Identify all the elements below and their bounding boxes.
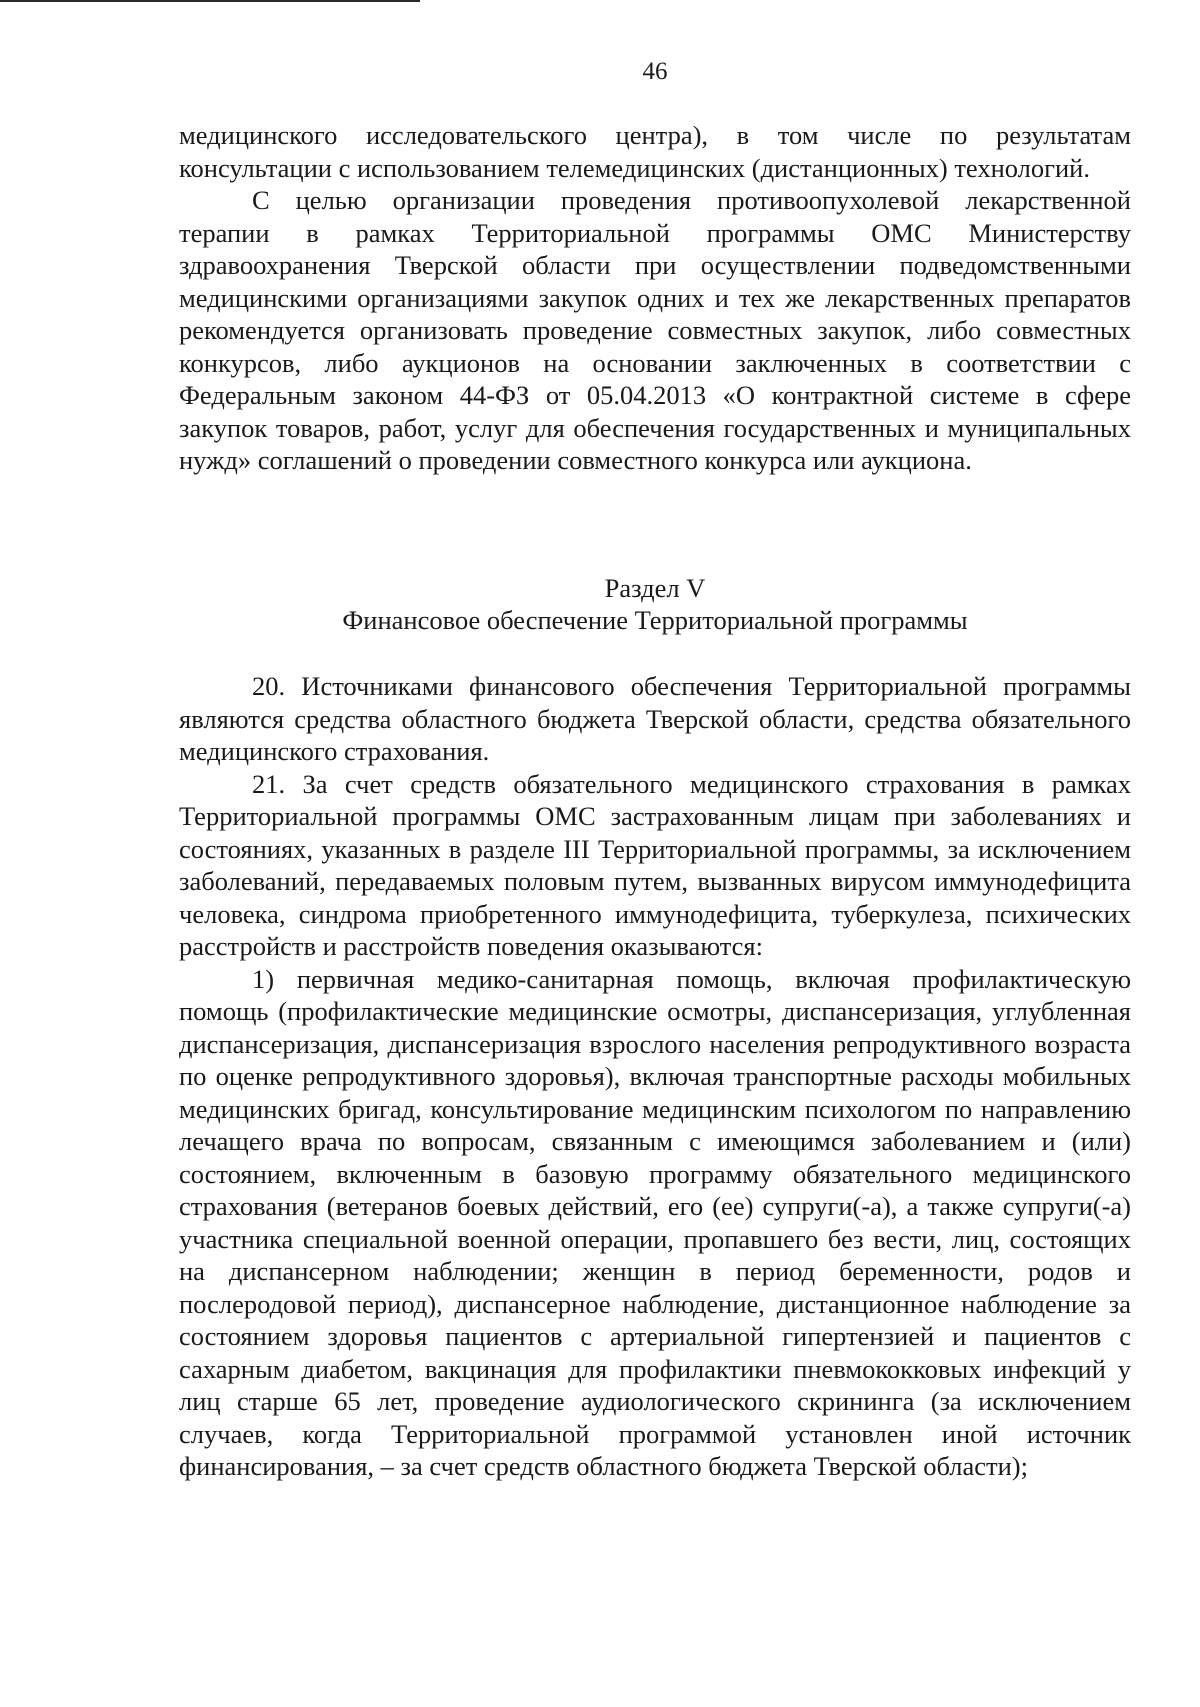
paragraph-item-21: 21. За счет средств обязательного медицинского страхования в рамках Территориальной программы ОМС застрахованным лицам при заболеваниях и состояниях, указанных в разделе III Территориальной программы, за исключением заболеваний, передаваемых половым путем, вызванных вирусом иммунодефицита человека, синдрома приобретенного иммунодефицита, туберкулеза, психических расстройств и расстройств поведения оказываются:: [179, 768, 1131, 961]
paragraph-procurement: С целью организации проведения противоопухолевой лекарственной терапии в рамках Территориальной программы ОМС Министерству здравоохранения Тверской области при осуществлении подведомственными медицинскими организациями закупок одних и тех же лекарственных препаратов рекомендуется организовать проведение совместных закупок, либо совместных конкурсов, либо аукционов на основании заключенных в соответствии с Федеральным законом 44-ФЗ от 05.04.2013 «О контрактной системе в сфере закупок товаров, работ, услуг для обеспечения государственных и муниципальных нужд» соглашений о проведении совместного конкурса или аукциона.: [179, 185, 1131, 475]
body-text-top: [179, 119, 1131, 477]
paragraph-subitem-1: 1) первичная медико-санитарная помощь, включая профилактическую помощь (профилактические медицинские осмотры, диспансеризация, углубленная диспансеризация, диспансеризация взрослого населения репродуктивного возраста по оценке репродуктивного здоровья), включая транспортные расходы мобильных медицинских бригад, консультирование медицинским психологом по направлению лечащего врача по вопросам, связанным с имеющимся заболеванием и (или) состоянием, включенным в базовую программу обязательного медицинского страхования (ветеранов боевых действий, его (ее) супруги(-а), а также супруги(-а) участника специальной военной операции, пропавшего без вести, лиц, состоящих на диспансерном наблюдении; женщин в период беременности, родов и послеродовой период), диспансерное наблюдение, дистанционное наблюдение за состоянием здоровья пациентов с артериальной гипертензией и пациентов с сахарным диабетом, вакцинация для профилактики пневмококковых инфекций у лиц старше 65 лет, проведение аудиологического скрининга (за исключением случаев, когда Территориальной программой установлен иной источник финансирования, – за счет средств областного бюджета Тверской области);: [179, 963, 1131, 1481]
body-text-bottom: [179, 670, 1131, 1483]
section-title: Финансовое обеспечение Территориальной программы: [342, 605, 968, 635]
paragraph-continuation: медицинского исследовательского центра), в том числе по результатам консультации с использованием телемедицинских (дистанционных) технологий.: [179, 120, 1131, 183]
page-number: 46: [642, 58, 668, 85]
section-number: Раздел V: [604, 573, 706, 603]
paragraph-item-20: 20. Источниками финансового обеспечения Территориальной программы являются средства областного бюджета Тверской области, средства обязательного медицинского страхования.: [179, 671, 1131, 766]
scan-edge-line: [0, 0, 420, 2]
